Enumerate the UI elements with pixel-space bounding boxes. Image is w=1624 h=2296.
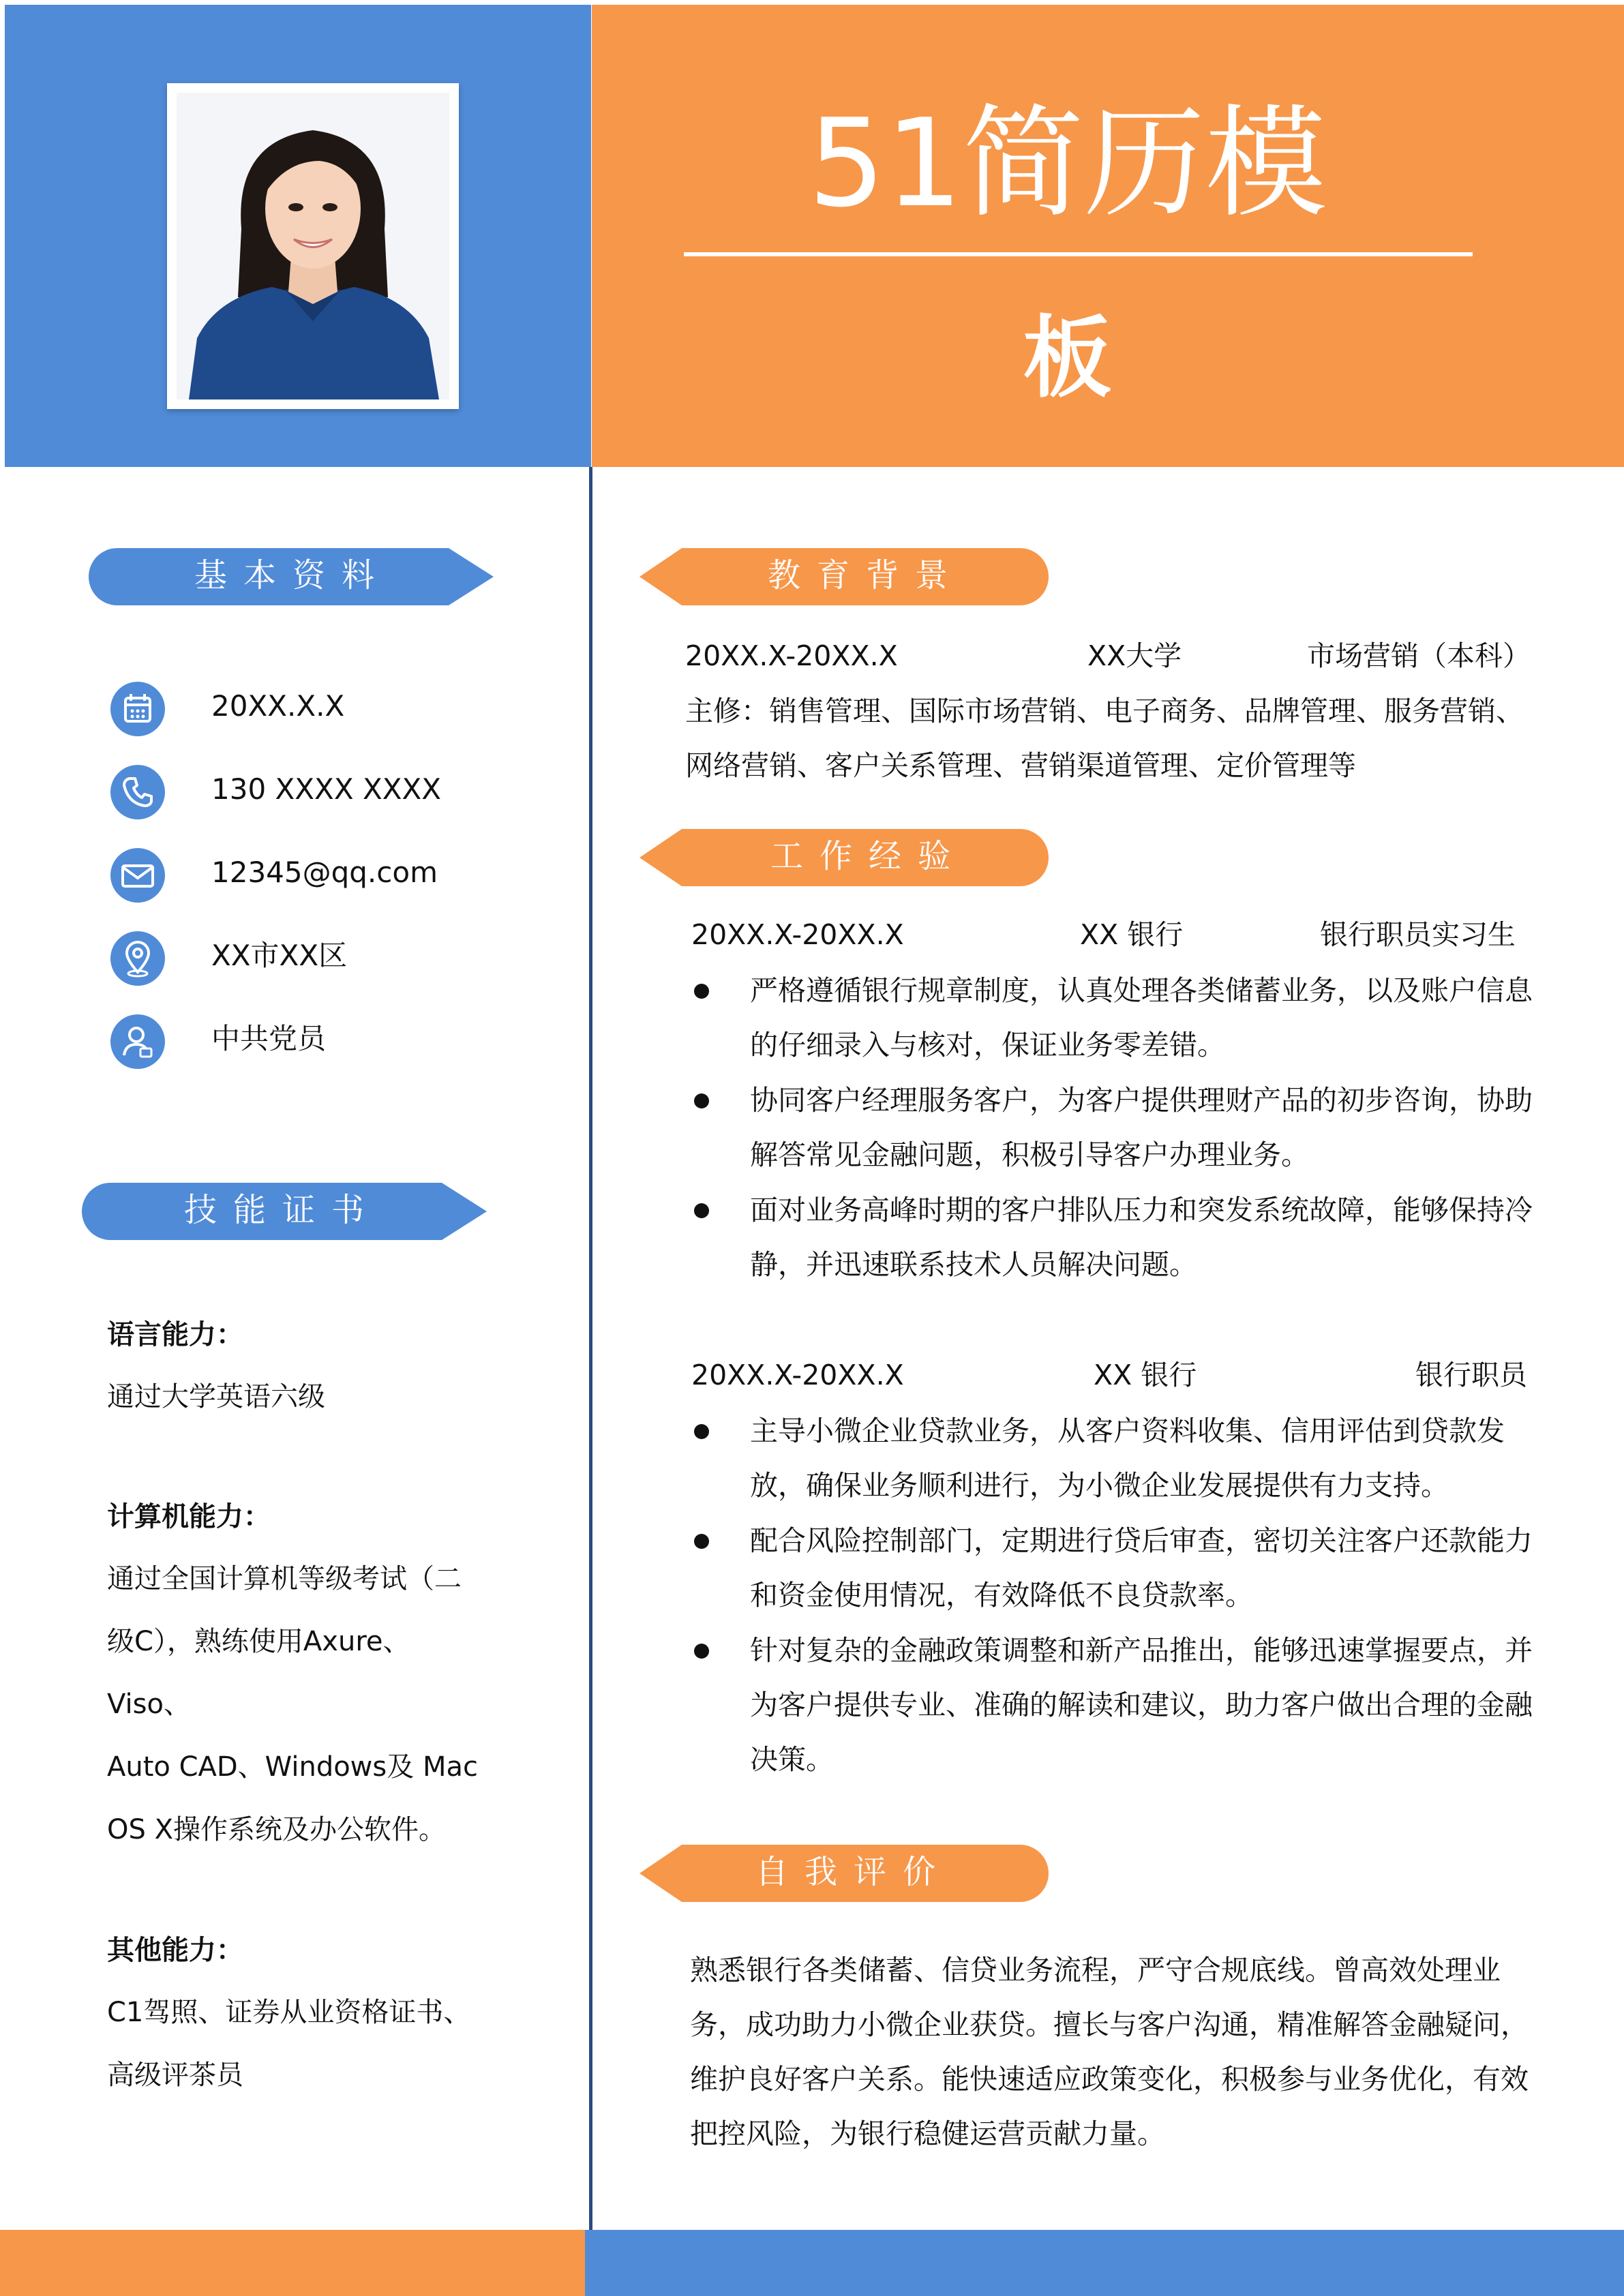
skill-computer-line: Auto CAD、Windows及 Mac xyxy=(107,1751,478,1783)
section-title-education: 教育背景 xyxy=(768,556,965,594)
skill-other-text xyxy=(107,1981,516,2106)
education-date: 20XX.X-20XX.X xyxy=(685,639,898,672)
work-bullet-text: 主导小微企业贷款业务，从客户资料收集、信用评估到贷款发放，确保业务顺利进行，为小微企业发展提供有力支持。 xyxy=(750,1415,1505,1502)
education-major: 市场营销（本科） xyxy=(1307,639,1531,672)
section-title-skills: 技能证书 xyxy=(184,1191,381,1229)
self-eval-text: 熟悉银行各类储蓄、信贷业务流程，严守合规底线。曾高效处理业务，成功助力小微企业获贷。擅长与客户沟通，精准解答金融疑问，维护良好客户关系。能快速适应政策变化，积极参与业务优化，有效把控风险，为银行稳健运营贡献力量。 xyxy=(690,1954,1529,2150)
contact-text: 20XX.X.X xyxy=(211,689,345,723)
section-banner-education xyxy=(640,548,1049,605)
work-bullet-text: 针对复杂的金融政策调整和新产品推出，能够迅速掌握要点，并为客户提供专业、准确的解读和建议，助力客户做出合理的金融决策。 xyxy=(750,1634,1533,1776)
skill-language-title: 语言能力： xyxy=(107,1319,243,1350)
skill-computer-line: Viso、 xyxy=(107,1689,191,1720)
contact-text: XX市XX区 xyxy=(211,939,348,972)
skill-language-text: 通过大学英语六级 xyxy=(107,1381,325,1413)
section-banner-self-eval xyxy=(640,1845,1049,1902)
skill-computer-title: 计算机能力： xyxy=(107,1501,271,1532)
skill-other-title: 其他能力： xyxy=(107,1935,243,1966)
contact-birthdate xyxy=(109,680,573,738)
footer-left-bar xyxy=(0,2230,585,2296)
bullet-dot xyxy=(694,1534,709,1549)
contact-location xyxy=(109,930,573,987)
profile-photo-frame xyxy=(167,83,459,409)
section-title-self-eval: 自我评价 xyxy=(755,1853,952,1891)
section-title-work: 工作经验 xyxy=(770,837,967,875)
skill-other-line: C1驾照、证券从业资格证书、 xyxy=(107,1997,471,2028)
work-row xyxy=(691,1355,1550,1395)
profile-photo xyxy=(177,93,449,399)
phone-icon xyxy=(109,764,166,821)
skill-computer-line: 通过全国计算机等级考试（二 xyxy=(107,1563,462,1595)
contact-text: 12345@qq.com xyxy=(211,856,438,889)
education-school: XX大学 xyxy=(1087,639,1182,672)
section-banner-basic-info xyxy=(89,548,498,605)
contact-text: 130 XXXX XXXX xyxy=(211,772,442,806)
work-company: XX 银行 xyxy=(1094,1359,1197,1391)
bullet-dot xyxy=(694,1203,709,1218)
section-title-basic-info: 基本资料 xyxy=(194,556,391,594)
skill-computer-text xyxy=(107,1547,516,1861)
section-banner-skills xyxy=(82,1183,491,1240)
column-divider xyxy=(589,467,592,2230)
work-bullet-text: 协同客户经理服务客户，为客户提供理财产品的初步咨询，协助解答常见金融问题，积极引导客户办理业务。 xyxy=(750,1084,1533,1171)
work-date: 20XX.X-20XX.X xyxy=(691,918,904,951)
contact-email xyxy=(109,847,573,904)
contact-text: 中共党员 xyxy=(211,1022,327,1055)
bullet-dot xyxy=(694,1424,709,1439)
section-banner-work xyxy=(640,829,1049,886)
skill-computer-line: 级C），熟练使用Axure、 xyxy=(107,1626,410,1657)
bullet-dot xyxy=(694,1644,709,1659)
education-row xyxy=(685,635,1544,676)
resume-title: 51简历模 xyxy=(808,93,1327,234)
title-underline xyxy=(684,252,1473,256)
work-bullet-text: 严格遵循银行规章制度，认真处理各类储蓄业务，以及账户信息的仔细录入与核对，保证业务零差错。 xyxy=(750,974,1533,1061)
mail-icon xyxy=(109,847,166,904)
contact-phone xyxy=(109,764,573,821)
bullet-dot xyxy=(694,1093,709,1108)
resume-title-sub: 板 xyxy=(1023,306,1112,410)
footer-right-bar xyxy=(585,2230,1624,2296)
work-company: XX 银行 xyxy=(1080,918,1184,951)
work-date: 20XX.X-20XX.X xyxy=(691,1359,904,1391)
calendar-icon xyxy=(109,680,166,738)
education-courses: 主修：销售管理、国际市场营销、电子商务、品牌管理、服务营销、网络营销、客户关系管理、营销渠道管理、定价管理等 xyxy=(685,695,1524,782)
location-icon xyxy=(109,930,166,987)
work-bullet-text: 面对业务高峰时期的客户排队压力和突发系统故障，能够保持冷静，并迅速联系技术人员解决问题。 xyxy=(750,1194,1533,1281)
work-role: 银行职员 xyxy=(1415,1359,1527,1391)
work-role: 银行职员实习生 xyxy=(1320,918,1516,951)
bullet-dot xyxy=(694,984,709,999)
work-row xyxy=(691,914,1550,955)
work-bullet-text: 配合风险控制部门，定期进行贷后审查，密切关注客户还款能力和资金使用情况，有效降低不良贷款率。 xyxy=(750,1524,1533,1612)
skill-computer-line: OS X操作系统及办公软件。 xyxy=(107,1814,446,1845)
contact-political-status xyxy=(109,1013,573,1070)
skill-other-line: 高级评茶员 xyxy=(107,2059,243,2091)
user-icon xyxy=(109,1013,166,1070)
